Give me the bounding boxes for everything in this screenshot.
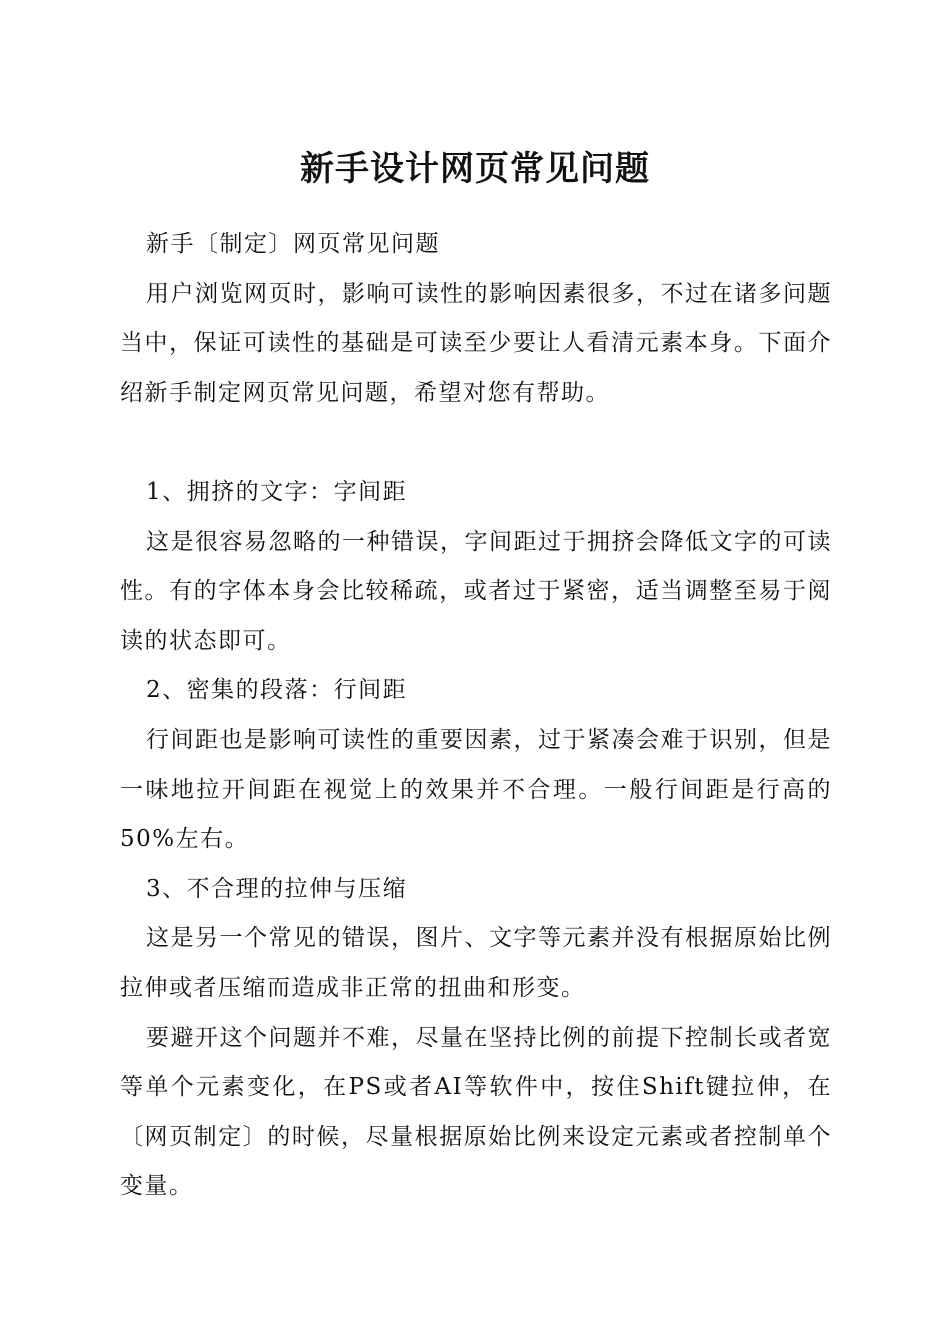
section-paragraph-2-1: 行间距也是影响可读性的重要因素，过于紧凑会难于识别，但是一味地拉开间距在视觉上的效果并不合理。一般行间距是行高的50%左右。 (120, 726, 832, 853)
section-paragraph-3-2: 要避开这个问题并不难，尽量在坚持比例的前提下控制长或者宽等单个元素变化，在PS或者AI等软件中，按住Shift键拉伸，在〔网页制定〕的时候，尽量根据原始比例来设定元素或者控制单个变量。 (120, 1024, 832, 1200)
section-paragraph-3-1: 这是另一个常见的错误，图片、文字等元素并没有根据原始比例拉伸或者压缩而造成非正常的扭曲和形变。 (120, 925, 832, 1001)
document-body (120, 220, 832, 1212)
document-subtitle: 新手〔制定〕网页常见问题 (146, 231, 440, 257)
section-heading-3: 3、不合理的拉伸与压缩 (146, 875, 408, 902)
page-title: 新手设计网页常见问题 (300, 149, 650, 189)
section-heading-2: 2、密集的段落：行间距 (146, 677, 408, 704)
intro-paragraph: 用户浏览网页时，影响可读性的影响因素很多，不过在诸多问题当中，保证可读性的基础是可读至少要让人看清元素本身。下面介绍新手制定网页常见问题，希望对您有帮助。 (120, 280, 832, 406)
section-paragraph-1-1: 这是很容易忽略的一种错误，字间距过于拥挤会降低文字的可读性。有的字体本身会比较稀疏，或者过于紧密，适当调整至易于阅读的状态即可。 (120, 528, 832, 654)
paragraph-spacer (120, 418, 832, 468)
section-heading-1: 1、拥挤的文字：字间距 (146, 478, 408, 505)
